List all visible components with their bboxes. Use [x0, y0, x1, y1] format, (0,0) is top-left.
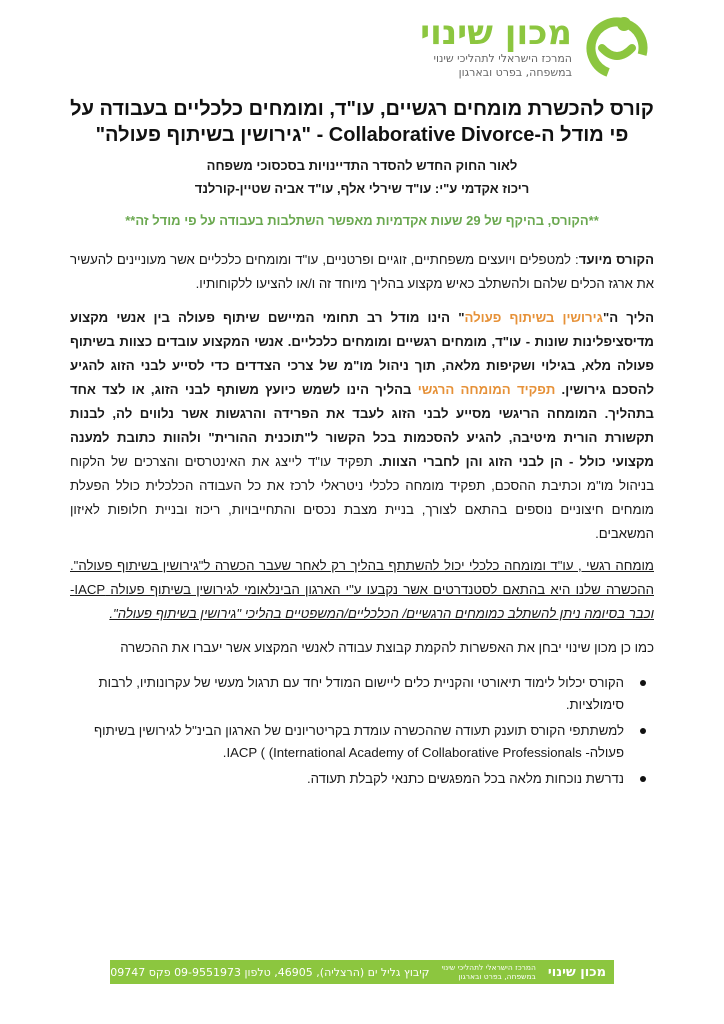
highlight-collaborative-divorce: גירושין בשיתוף פעולה: [464, 310, 603, 325]
logo-subtitle: [434, 52, 572, 80]
logo-mark-icon: [584, 12, 650, 78]
logo-subtitle-line1: המרכז הישראלי לתהליכי שינוי: [433, 52, 572, 65]
footer-logo-sub: [437, 963, 539, 981]
certification-paragraph: [70, 554, 654, 626]
main-part-1: הליך ה": [602, 310, 654, 325]
main-paragraph: [70, 306, 654, 546]
cert-italic: וכבר בסיומה ניתן להשתלב כמומחים הרגשיים/ הכלכליים/המשפטיים בהליכי "גירושין בשיתוף פעולה".: [109, 606, 654, 621]
document-body: [70, 96, 654, 794]
main-part-4: תפקיד עו"ד לייצג את האינטרסים והצרכים של הלקוח בניהול מו"מ וכתיבת ההסכם, תפקיד מומחה כלכלי ניטראלי לרכז את כל העבודה הכלכלית כולל הפעלת מומחים חיצוניים נוספים בהתאם לצורך, בניית מצבת נכסים והתחייבויות, ריכוז ובניית חלופות לאיזון המשאבים.: [70, 454, 654, 541]
course-bullets: [70, 672, 654, 790]
main-part-3: בהליך הינו לשמש כיועץ משותף לבני הזוג, או לצד אחד בתהליך. המומחה הריגשי מסייע לבני הזוג לעבד את הפרידה והרגשות אשר נלווים לה, לבנות תקשורת הורית מיטיבה, להגיע להסכמות בכל הקשור ל"תוכנית ההורית" ולהוות כתובת למענה מקצועי כולל - הן לבני הזוג והן לחברי הצוות.: [70, 382, 655, 469]
logo-name: מכון שינוי: [420, 13, 572, 53]
intro-bold: הקורס מיועד: [578, 252, 654, 267]
footer-contact: קיבוץ גליל ים (הרצליה), 46905, טלפון 09-9551973 פקס 09-9509747: [78, 965, 430, 979]
cert-text: מומחה רגשי , עו"ד ומומחה כלכלי יכול להשתתף בהליך רק לאחר שעבר הכשרה ל"גירושין בשיתוף פעולה". ההכשרה שלנו היא בהתאם לסטנדרטים אשר נקבעו ע"י הארגון הבינלאומי לגירושין בשיתוף פעולה IACP-: [70, 558, 654, 597]
main-part-2: " הינו מודל רב תחומי המיישם שיתוף פעולה בין אנשי מקצוע מדיסציפלינות שונות - עו"ד, מומחים רגשיים ומומחים כלכליים. אנשי המקצוע עובדים כצוות בשיתוף פעולה מלא, בגילוי ושקיפות מלאה, תוך ניהול מו"מ של צרכי הצדדים כדי לסייע לבני הזוג להגיע להסכם גירושין.: [70, 310, 654, 397]
footer-sub-line2: במשפחה, בפרט ובארגון: [458, 972, 536, 981]
subtitle-law: לאור החוק החדש להסדר התדיינויות בסכסוכי משפחה: [206, 158, 518, 173]
list-item: הקורס יכלול לימוד תיאורטי והקניית כלים ליישום המודל יחד עם תרגול מעשי של עקרונותיו, לרבות סימולציות.: [70, 672, 624, 716]
highlight-emotional-expert-role: תפקיד המומחה הרגשי: [417, 382, 556, 397]
list-item: נדרשת נוכחות מלאה בכל המפגשים כתנאי לקבלת תעודה.: [70, 768, 624, 790]
subtitle-academic: ריכוז אקדמי ע"י: עו"ד שירלי אלף, עו"ד אביה שטיין-קורלנד: [194, 181, 530, 196]
intro-text: : למטפלים ויועצים משפחתיים, זוגיים ופרטניים, עו"ד ומומחים כלכליים אשר מעוניינים להעשיר את ארגז הכלים שלהם ולהשתלב כאיש מקצוע בהליך מיוחד זה ו/או להציעו ללקוחותיו.: [70, 252, 654, 291]
footer-logo-name: מכון שינוי: [547, 964, 606, 980]
work-group-paragraph: כמו כן מכון שינוי יבחן את האפשרות להקמת קבוצת עבודה לאנשי המקצוע אשר יעברו את ההכשרה: [120, 640, 654, 655]
intro-paragraph: [70, 248, 654, 296]
logo-subtitle-line2: במשפחה, בפרט ובארגון: [458, 66, 572, 79]
footer-bar: [78, 960, 614, 984]
document-title: [70, 96, 654, 148]
title-line-2: פי מודל ה-Collaborative Divorce - "גירושין בשיתוף פעולה": [95, 124, 629, 146]
footer-sub-line1: המרכז הישראלי לתהליכי שינוי: [441, 963, 536, 972]
list-item: למשתתפי הקורס תוענק תעודה שההכשרה עומדת בקריטריונים של הארגון הבינ"ל לגירושין בשיתוף פעולה- IACP ( (International Academy of Collaborative Professionals.: [70, 720, 624, 764]
title-line-1: קורס להכשרת מומחים רגשיים, עו"ד, ומומחים כלכליים בעבודה על: [70, 98, 654, 120]
header-logo: [310, 8, 650, 88]
course-scope-note: **הקורס, בהיקף של 29 שעות אקדמיות מאפשר השתלבות בעבודה על פי מודל זה**: [125, 213, 599, 228]
